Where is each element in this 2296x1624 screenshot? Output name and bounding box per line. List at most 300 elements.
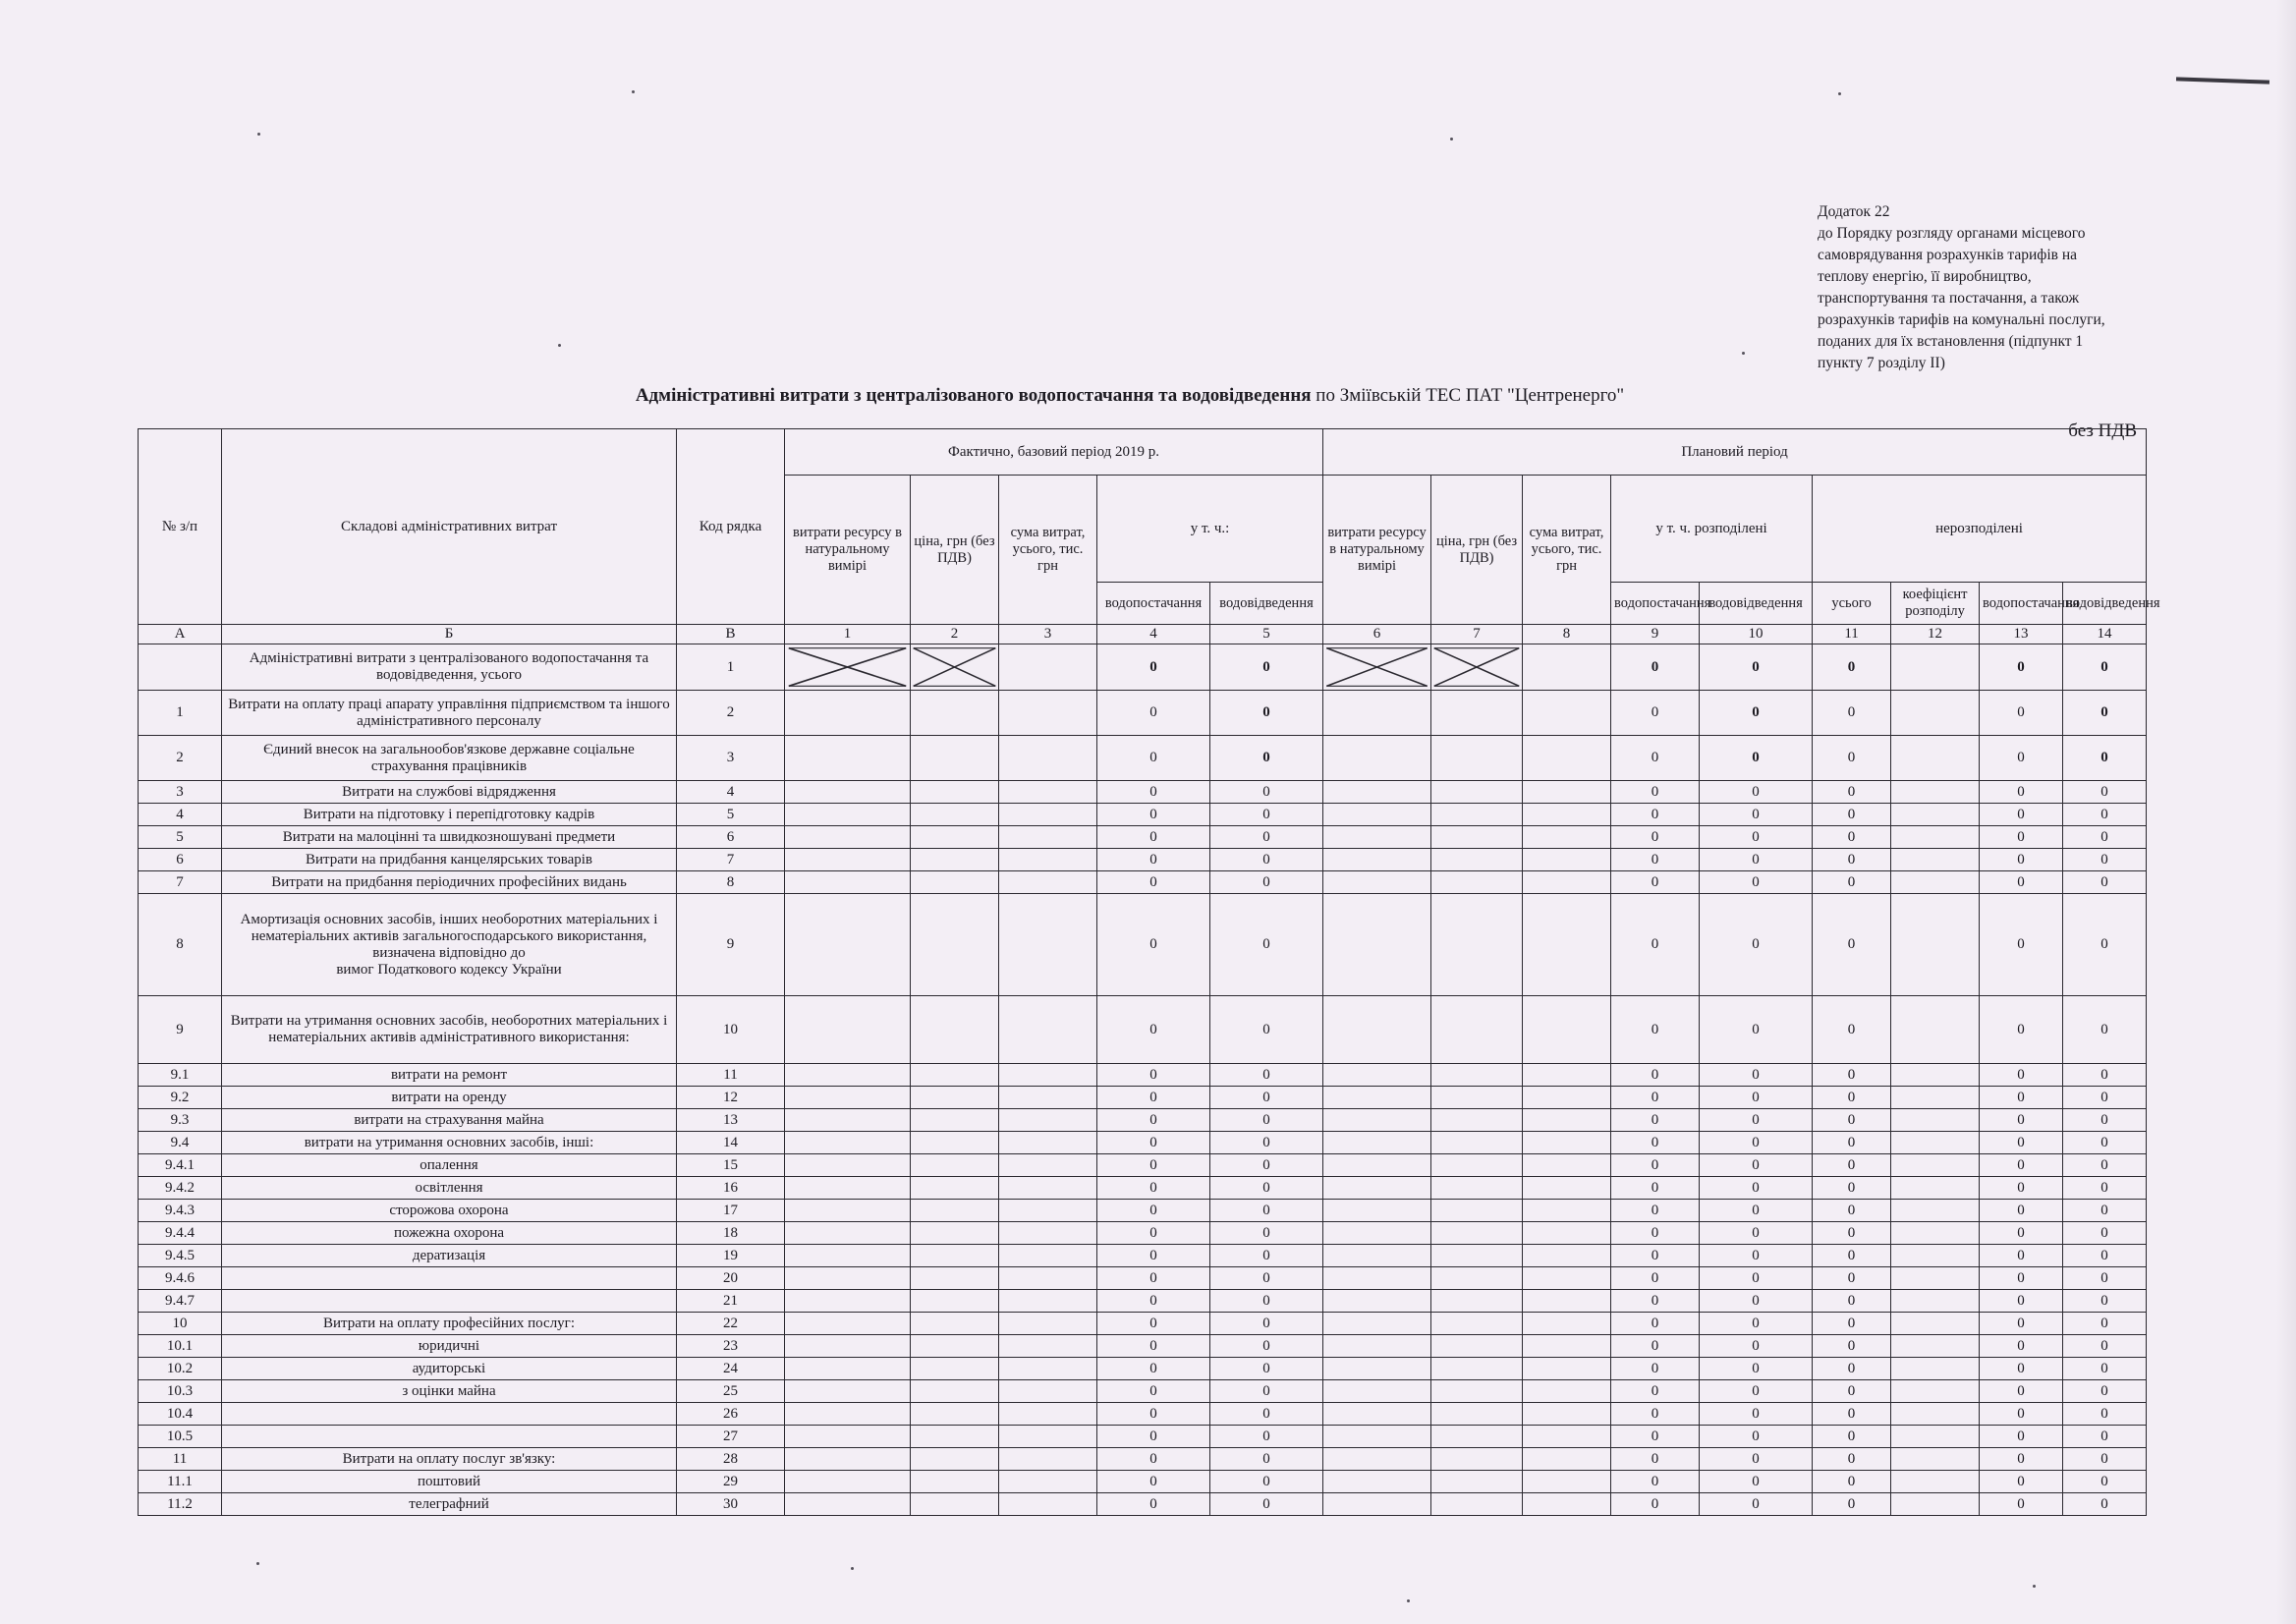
annex-line: поданих для їх встановлення (підпункт 1 [1818,333,2084,350]
value-cell-col-6 [1323,1154,1431,1177]
value-cell-col-13: 0 [1980,1471,2063,1493]
value-cell-col-5: 0 [1210,871,1323,894]
value-cell-col-1 [785,871,911,894]
value-cell-col-6 [1323,1064,1431,1087]
value-cell-col-4: 0 [1097,1109,1210,1132]
value-cell-col-2 [911,1471,999,1493]
value-cell-col-5: 0 [1210,826,1323,849]
row-code: 2 [677,691,785,736]
value-cell-col-10: 0 [1700,1403,1813,1426]
value-cell-col-14: 0 [2063,1109,2147,1132]
value-cell-col-10: 0 [1700,1426,1813,1448]
column-label: 5 [1210,625,1323,644]
value-cell-col-1 [785,1403,911,1426]
header-num: № з/п [139,429,222,625]
value-cell-col-11: 0 [1813,691,1891,736]
row-name: аудиторські [222,1358,677,1380]
value-cell-col-14: 0 [2063,1154,2147,1177]
value-cell-col-3 [999,736,1097,781]
value-cell-col-4: 0 [1097,1358,1210,1380]
value-cell-col-6 [1323,1403,1431,1426]
value-cell-col-3 [999,691,1097,736]
header-resource-planned: витрати ресурсу в натуральному вимірі [1323,476,1431,625]
value-cell-col-4: 0 [1097,1267,1210,1290]
annex-line: Додаток 22 [1818,203,1890,220]
value-cell-col-13: 0 [1980,804,2063,826]
row-code: 6 [677,826,785,849]
value-cell-col-8 [1523,1403,1611,1426]
row-code: 28 [677,1448,785,1471]
value-cell-col-5: 0 [1210,1177,1323,1200]
table-row [139,1200,2147,1222]
value-cell-col-3 [999,1313,1097,1335]
value-cell-col-11: 0 [1813,644,1891,691]
value-cell-col-14: 0 [2063,1335,2147,1358]
value-cell-col-3 [999,826,1097,849]
value-cell-col-11: 0 [1813,1403,1891,1426]
row-code: 21 [677,1290,785,1313]
value-cell-col-4: 0 [1097,781,1210,804]
value-cell-col-13: 0 [1980,1426,2063,1448]
value-cell-col-11: 0 [1813,1313,1891,1335]
value-cell-col-5: 0 [1210,1335,1323,1358]
value-cell-col-7 [1431,1471,1523,1493]
row-number: 9.4.6 [139,1267,222,1290]
row-name: витрати на оренду [222,1087,677,1109]
annex-line: розрахунків тарифів на комунальні послуги, [1818,311,2105,328]
row-number: 10.1 [139,1335,222,1358]
value-cell-col-13: 0 [1980,871,2063,894]
value-cell-col-4: 0 [1097,826,1210,849]
value-cell-col-5: 0 [1210,1200,1323,1222]
value-cell-col-6 [1323,804,1431,826]
value-cell-col-5: 0 [1210,1222,1323,1245]
row-code: 3 [677,736,785,781]
table-row [139,804,2147,826]
value-cell-col-3 [999,1109,1097,1132]
table-row [139,894,2147,996]
table-row [139,1064,2147,1087]
row-code: 25 [677,1380,785,1403]
value-cell-col-4: 0 [1097,1154,1210,1177]
row-code: 17 [677,1200,785,1222]
cross-mark-icon [785,644,910,690]
value-cell-col-1 [785,1380,911,1403]
column-label: 8 [1523,625,1611,644]
value-cell-col-2 [911,996,999,1064]
value-cell-col-11: 0 [1813,1245,1891,1267]
row-name: телеграфний [222,1493,677,1516]
table-row [139,1358,2147,1380]
value-cell-col-9: 0 [1611,849,1700,871]
value-cell-col-13: 0 [1980,996,2063,1064]
value-cell-col-12 [1891,1132,1980,1154]
row-number: 10.4 [139,1403,222,1426]
value-cell-col-12 [1891,849,1980,871]
value-cell-col-14: 0 [2063,1403,2147,1426]
value-cell-col-11: 0 [1813,1426,1891,1448]
value-cell-col-12 [1891,1222,1980,1245]
annex-line: пункту 7 розділу ІІ) [1818,355,1945,371]
value-cell-col-4: 0 [1097,1290,1210,1313]
value-cell-col-2 [911,1380,999,1403]
vat-note: без ПДВ [2068,420,2137,441]
value-cell-col-5: 0 [1210,1290,1323,1313]
value-cell-col-8 [1523,1380,1611,1403]
value-cell-col-3 [999,1448,1097,1471]
value-cell-col-10: 0 [1700,736,1813,781]
value-cell-col-8 [1523,1313,1611,1335]
value-cell-col-5: 0 [1210,849,1323,871]
value-cell-col-7 [1431,996,1523,1064]
value-cell-col-4: 0 [1097,644,1210,691]
column-label: 10 [1700,625,1813,644]
value-cell-col-4: 0 [1097,1426,1210,1448]
value-cell-col-9: 0 [1611,1132,1700,1154]
document-title-bold: Адміністративні витрати з централізованого водопостачання та водовідведення [635,385,1312,406]
value-cell-col-12 [1891,1154,1980,1177]
header-resource: витрати ресурсу в натуральному вимірі [785,476,911,625]
value-cell-col-1 [785,1200,911,1222]
value-cell-col-11: 0 [1813,849,1891,871]
value-cell-col-7 [1431,1177,1523,1200]
value-cell-col-1 [785,691,911,736]
value-cell-col-2 [911,1222,999,1245]
scan-speck [1838,92,1841,95]
value-cell-col-10: 0 [1700,644,1813,691]
value-cell-col-11: 0 [1813,1064,1891,1087]
row-code: 27 [677,1426,785,1448]
value-cell-col-3 [999,1426,1097,1448]
value-cell-col-13: 0 [1980,826,2063,849]
header-incl: у т. ч.: [1097,476,1323,583]
value-cell-col-8 [1523,1109,1611,1132]
value-cell-col-10: 0 [1700,1087,1813,1109]
value-cell-col-13: 0 [1980,736,2063,781]
value-cell-col-8 [1523,1335,1611,1358]
value-cell-col-4: 0 [1097,894,1210,996]
value-cell-col-7 [1431,804,1523,826]
table-row [139,1177,2147,1200]
row-code: 5 [677,804,785,826]
value-cell-col-8 [1523,1426,1611,1448]
value-cell-col-1 [785,1493,911,1516]
value-cell-col-8 [1523,736,1611,781]
header-sum: сума витрат, усього, тис. грн [999,476,1097,625]
value-cell-col-9: 0 [1611,1380,1700,1403]
value-cell-col-12 [1891,1471,1980,1493]
value-cell-col-13: 0 [1980,1403,2063,1426]
row-code: 23 [677,1335,785,1358]
value-cell-col-5: 0 [1210,691,1323,736]
value-cell-col-1 [785,1177,911,1200]
row-code: 16 [677,1177,785,1200]
value-cell-col-7 [1431,849,1523,871]
value-cell-col-13: 0 [1980,1222,2063,1245]
table-row [139,1290,2147,1313]
value-cell-col-2 [911,804,999,826]
value-cell-col-5: 0 [1210,1267,1323,1290]
value-cell-col-11: 0 [1813,1177,1891,1200]
value-cell-col-4: 0 [1097,1313,1210,1335]
column-label: 9 [1611,625,1700,644]
row-code: 22 [677,1313,785,1335]
value-cell-col-9: 0 [1611,736,1700,781]
value-cell-col-4: 0 [1097,1200,1210,1222]
value-cell-col-8 [1523,1222,1611,1245]
value-cell-col-13: 0 [1980,1177,2063,1200]
value-cell-col-5: 0 [1210,1154,1323,1177]
value-cell-col-13: 0 [1980,1245,2063,1267]
value-cell-col-12 [1891,1200,1980,1222]
scan-speck [1450,138,1453,140]
value-cell-col-6 [1323,849,1431,871]
value-cell-col-8 [1523,781,1611,804]
value-cell-col-12 [1891,1426,1980,1448]
value-cell-col-14: 0 [2063,1358,2147,1380]
document-title [393,385,1867,407]
value-cell-col-10: 0 [1700,1064,1813,1087]
value-cell-col-11: 0 [1813,826,1891,849]
value-cell-col-5: 0 [1210,1493,1323,1516]
value-cell-col-14: 0 [2063,781,2147,804]
value-cell-col-8 [1523,804,1611,826]
column-label: 1 [785,625,911,644]
value-cell-col-8 [1523,1245,1611,1267]
value-cell-col-6 [1323,996,1431,1064]
value-cell-col-5: 0 [1210,1448,1323,1471]
value-cell-col-4: 0 [1097,849,1210,871]
value-cell-col-10: 0 [1700,1245,1813,1267]
value-cell-col-14: 0 [2063,1132,2147,1154]
value-cell-col-6 [1323,1335,1431,1358]
value-cell-col-3 [999,1380,1097,1403]
value-cell-col-7 [1431,1335,1523,1358]
table-row [139,691,2147,736]
value-cell-col-14: 0 [2063,996,2147,1064]
table-row [139,1267,2147,1290]
value-cell-col-1 [785,1245,911,1267]
value-cell-col-13: 0 [1980,1358,2063,1380]
row-name: Витрати на утримання основних засобів, необоротних матеріальних і нематеріальних активів адміністративного використання: [222,996,677,1064]
row-number: 10.3 [139,1380,222,1403]
value-cell-col-6 [1323,1109,1431,1132]
value-cell-col-14: 0 [2063,849,2147,871]
value-cell-col-10: 0 [1700,1290,1813,1313]
value-cell-col-12 [1891,1335,1980,1358]
value-cell-col-3 [999,1245,1097,1267]
value-cell-col-10: 0 [1700,1177,1813,1200]
value-cell-col-13: 0 [1980,644,2063,691]
value-cell-col-5: 0 [1210,1426,1323,1448]
row-number: 9.4.3 [139,1200,222,1222]
value-cell-col-8 [1523,644,1611,691]
scan-speck [851,1567,854,1570]
header-incl-distributed: у т. ч. розподілені [1611,476,1813,583]
row-name: Витрати на оплату послуг зв'язку: [222,1448,677,1471]
value-cell-col-8 [1523,1132,1611,1154]
value-cell-col-12 [1891,1358,1980,1380]
value-cell-col-12 [1891,1267,1980,1290]
value-cell-col-11: 0 [1813,1154,1891,1177]
scan-speck [256,1562,259,1565]
row-code: 7 [677,849,785,871]
value-cell-col-1 [785,1064,911,1087]
value-cell-col-3 [999,1358,1097,1380]
value-cell-col-1 [785,1335,911,1358]
value-cell-col-6 [1323,1222,1431,1245]
value-cell-col-3 [999,1132,1097,1154]
value-cell-col-10: 0 [1700,804,1813,826]
value-cell-col-12 [1891,804,1980,826]
row-code: 1 [677,644,785,691]
value-cell-col-4: 0 [1097,996,1210,1064]
row-code: 20 [677,1267,785,1290]
table-row [139,1313,2147,1335]
value-cell-col-8 [1523,1448,1611,1471]
value-cell-col-1 [785,1132,911,1154]
row-name: пожежна охорона [222,1222,677,1245]
row-name [222,1267,677,1290]
value-cell-col-9: 0 [1611,1177,1700,1200]
row-code: 10 [677,996,785,1064]
value-cell-col-12 [1891,1493,1980,1516]
value-cell-col-3 [999,1177,1097,1200]
value-cell-col-6 [1323,1087,1431,1109]
crossed-cell [1431,644,1523,691]
row-number: 9.4.4 [139,1222,222,1245]
value-cell-col-7 [1431,736,1523,781]
header-sum-planned: сума витрат, усього, тис. грн [1523,476,1611,625]
value-cell-col-6 [1323,1448,1431,1471]
value-cell-col-3 [999,1222,1097,1245]
value-cell-col-4: 0 [1097,1132,1210,1154]
value-cell-col-6 [1323,1493,1431,1516]
value-cell-col-5: 0 [1210,736,1323,781]
value-cell-col-9: 0 [1611,1290,1700,1313]
value-cell-col-1 [785,781,911,804]
value-cell-col-1 [785,894,911,996]
row-number: 7 [139,871,222,894]
value-cell-col-6 [1323,1426,1431,1448]
header-planned: Плановий період [1323,429,2147,476]
value-cell-col-3 [999,1064,1097,1087]
value-cell-col-4: 0 [1097,804,1210,826]
value-cell-col-10: 0 [1700,1493,1813,1516]
value-cell-col-1 [785,1358,911,1380]
value-cell-col-9: 0 [1611,1426,1700,1448]
value-cell-col-11: 0 [1813,1493,1891,1516]
table-row [139,1109,2147,1132]
value-cell-col-7 [1431,1222,1523,1245]
row-number: 6 [139,849,222,871]
value-cell-col-6 [1323,1132,1431,1154]
value-cell-col-13: 0 [1980,1064,2063,1087]
table-row [139,1154,2147,1177]
value-cell-col-13: 0 [1980,1335,2063,1358]
value-cell-col-11: 0 [1813,1109,1891,1132]
value-cell-col-2 [911,849,999,871]
value-cell-col-1 [785,1267,911,1290]
header-components: Складові адміністративних витрат [222,429,677,625]
row-number: 9.4.5 [139,1245,222,1267]
document-title-plant: по Зміївській ТЕС ПАТ "Центренерго" [1311,385,1625,406]
value-cell-col-13: 0 [1980,1132,2063,1154]
row-number: 9.1 [139,1064,222,1087]
value-cell-col-3 [999,1087,1097,1109]
value-cell-col-8 [1523,1471,1611,1493]
table-row [139,781,2147,804]
header-water-supply-planned: водопостачання [1611,583,1700,625]
value-cell-col-1 [785,1222,911,1245]
value-cell-col-14: 0 [2063,1267,2147,1290]
row-code: 8 [677,871,785,894]
value-cell-col-7 [1431,1313,1523,1335]
value-cell-col-6 [1323,1358,1431,1380]
row-number: 5 [139,826,222,849]
value-cell-col-1 [785,1087,911,1109]
value-cell-col-6 [1323,894,1431,996]
value-cell-col-12 [1891,826,1980,849]
row-name: Витрати на оплату професійних послуг: [222,1313,677,1335]
scan-speck [2033,1585,2036,1588]
value-cell-col-12 [1891,691,1980,736]
header-price: ціна, грн (без ПДВ) [911,476,999,625]
value-cell-col-12 [1891,644,1980,691]
value-cell-col-2 [911,1177,999,1200]
value-cell-col-11: 0 [1813,1448,1891,1471]
row-name: поштовий [222,1471,677,1493]
value-cell-col-8 [1523,691,1611,736]
column-label: 2 [911,625,999,644]
value-cell-col-7 [1431,1426,1523,1448]
value-cell-col-4: 0 [1097,1471,1210,1493]
value-cell-col-14: 0 [2063,804,2147,826]
value-cell-col-3 [999,1267,1097,1290]
value-cell-col-9: 0 [1611,1109,1700,1132]
row-name: витрати на страхування майна [222,1109,677,1132]
value-cell-col-12 [1891,894,1980,996]
value-cell-col-10: 0 [1700,849,1813,871]
value-cell-col-5: 0 [1210,1064,1323,1087]
value-cell-col-4: 0 [1097,1448,1210,1471]
value-cell-col-8 [1523,1154,1611,1177]
header-water-supply: водопостачання [1097,583,1210,625]
value-cell-col-14: 0 [2063,1426,2147,1448]
value-cell-col-7 [1431,1154,1523,1177]
value-cell-col-10: 0 [1700,894,1813,996]
value-cell-col-12 [1891,996,1980,1064]
column-label: 7 [1431,625,1523,644]
value-cell-col-11: 0 [1813,1358,1891,1380]
value-cell-col-6 [1323,1267,1431,1290]
value-cell-col-13: 0 [1980,1267,2063,1290]
value-cell-col-14: 0 [2063,1177,2147,1200]
value-cell-col-2 [911,781,999,804]
value-cell-col-7 [1431,1290,1523,1313]
value-cell-col-12 [1891,1313,1980,1335]
value-cell-col-1 [785,849,911,871]
cross-mark-icon [1431,644,1522,690]
value-cell-col-5: 0 [1210,1471,1323,1493]
value-cell-col-4: 0 [1097,736,1210,781]
value-cell-col-6 [1323,826,1431,849]
value-cell-col-8 [1523,871,1611,894]
value-cell-col-10: 0 [1700,1154,1813,1177]
value-cell-col-5: 0 [1210,1109,1323,1132]
value-cell-col-6 [1323,1200,1431,1222]
value-cell-col-2 [911,1290,999,1313]
